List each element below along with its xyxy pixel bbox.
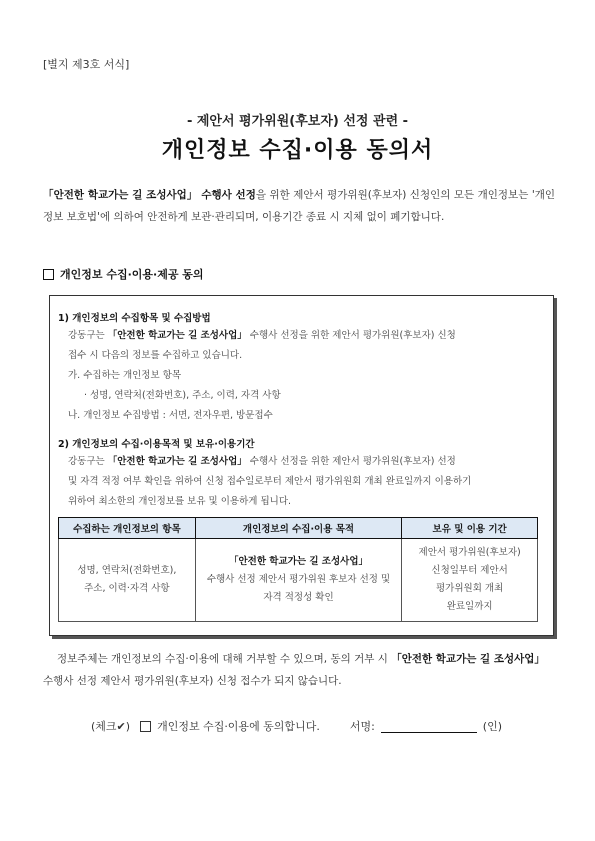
signature-field[interactable] <box>381 720 477 733</box>
form-number-label: [별지 제3호 서식] <box>43 58 130 71</box>
intro-text: 을 위한 제안서 평가위원(후보자) 신청인의 모든 개인정보는 '개인정보 보호법'에 의하여 안전하게 보관·관리되며, 이용기간 종료 시 지체 없이 폐기합니다. <box>43 189 555 223</box>
text-segment: 수행사 선정을 위한 제안서 평가위원(후보자) 선정 <box>246 456 456 467</box>
project-name: 「안전한 학교가는 길 조성사업」 <box>391 653 545 665</box>
seal-label: (인) <box>482 720 502 733</box>
item-b: 나. 개인정보 수집방법 : 서면, 전자우편, 방문접수 <box>68 410 273 421</box>
text-segment: 강동구는 <box>68 330 108 341</box>
cell-line: 자격 적정성 확인 <box>263 592 334 603</box>
text-segment: 정보주체는 개인정보의 수집·이용에 대해 거부할 수 있으며, 동의 거부 시 <box>57 653 392 665</box>
cell-line: 완료일까지 <box>446 601 493 612</box>
item-a: 가. 수집하는 개인정보 항목 <box>68 370 182 381</box>
header-items: 수집하는 개인정보의 항목 <box>59 518 196 539</box>
check-label: (체크✔) <box>91 720 131 733</box>
table-header-row <box>59 518 538 539</box>
square-bullet-icon <box>43 269 54 280</box>
project-name: 「안전한 학교가는 길 조성사업」 <box>107 330 247 341</box>
document-subtitle: - 제안서 평가위원(후보자) 선정 관련 - <box>186 114 409 129</box>
cell-line: 평가위원회 개최 <box>436 583 504 594</box>
refusal-notice <box>43 648 555 692</box>
cell-line: 성명, 연락처(전화번호), <box>77 565 177 576</box>
purpose-text-line3: 위하여 최소한의 개인정보를 보유 및 이용하게 됩니다. <box>68 496 292 507</box>
text-segment: 수행사 선정 제안서 평가위원(후보자) 신청 접수가 되지 않습니다. <box>43 675 342 687</box>
cell-line: 주소, 이력·자격 사항 <box>84 583 170 594</box>
table-row <box>59 539 538 622</box>
cell-purpose <box>195 539 402 622</box>
consent-details-box <box>49 295 554 636</box>
item-a-detail: · 성명, 연락처(전화번호), 주소, 이력, 자격 사항 <box>84 390 281 401</box>
heading-collection-items: 1) 개인정보의 수집항목 및 수집방법 <box>58 313 211 324</box>
cell-items <box>59 539 196 622</box>
header-period: 보유 및 이용 기간 <box>402 518 538 539</box>
signature-label: 서명: <box>349 720 375 733</box>
text-segment: 강동구는 <box>68 456 108 467</box>
section-title: 개인정보 수집·이용·제공 동의 <box>60 268 204 281</box>
purpose-text-line1 <box>68 452 456 472</box>
collection-text-line2: 접수 시 다음의 정보를 수집하고 있습니다. <box>68 350 243 361</box>
section-heading <box>43 266 204 282</box>
personal-info-table <box>58 517 538 622</box>
cell-period <box>402 539 538 622</box>
heading-purpose-retention: 2) 개인정보의 수집·이용목적 및 보유·이용기간 <box>58 439 255 450</box>
text-segment: 수행사 선정을 위한 제안서 평가위원(후보자) 신청 <box>246 330 456 341</box>
intro-paragraph <box>43 184 555 228</box>
consent-line <box>91 718 502 734</box>
purpose-text-line2: 및 자격 적정 여부 확인을 위하여 신청 접수일로부터 제안서 평가위원회 개최 완료일까지 이용하기 <box>68 476 472 487</box>
cell-line: 제안서 평가위원(후보자) <box>418 547 521 558</box>
consent-checkbox[interactable] <box>140 721 151 732</box>
project-name: 「안전한 학교가는 길 조성사업」 <box>107 456 247 467</box>
header-purpose: 개인정보의 수집·이용 목적 <box>195 518 402 539</box>
project-name: 「안전한 학교가는 길 조성사업」 <box>228 556 369 567</box>
cell-line: 수행사 선정 제안서 평가위원 후보자 선정 및 <box>206 574 391 585</box>
collection-text-line1 <box>68 326 456 346</box>
document-title: 개인정보 수집·이용 동의서 <box>161 138 434 163</box>
cell-line: 신청일부터 제안서 <box>431 565 508 576</box>
intro-project-name: 「안전한 학교가는 길 조성사업」 수행사 선정 <box>43 189 256 201</box>
consent-text: 개인정보 수집·이용에 동의합니다. <box>157 720 320 733</box>
